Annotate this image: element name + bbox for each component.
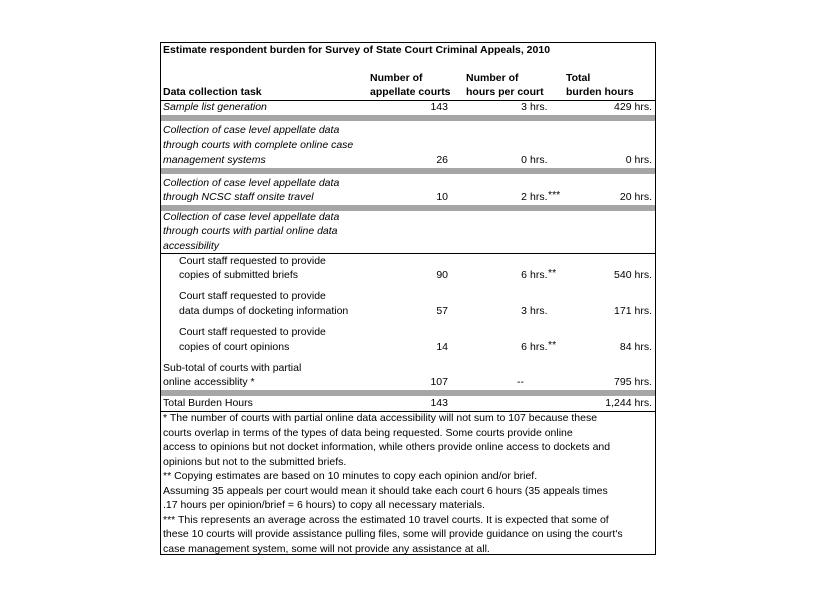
courts-value: 57 (436, 305, 448, 317)
task-label-line1: Collection of case level appellate data (163, 124, 340, 136)
footnote-line: case management system, some will not provide any assistance at all. (163, 542, 490, 555)
task-label-line2: through courts with complete online case (163, 139, 354, 151)
footnote-line: * The number of courts with partial online data accessibility will not sum to 107 because these (163, 412, 598, 424)
table-title: Estimate respondent burden for Survey of State Court Criminal Appeals, 2010 (163, 44, 551, 56)
hours-value: 6 (521, 341, 527, 353)
total-value: 84 hrs. (619, 341, 652, 353)
footnote-line: courts overlap in terms of the types of data being requested. Some courts provide online (163, 426, 573, 439)
grand-total-label: Total Burden Hours (163, 397, 253, 409)
task-label-line1: Court staff requested to provide (179, 290, 326, 302)
header-total-line1: Total (566, 72, 591, 84)
header-courts-line1: Number of (370, 72, 423, 84)
task-label-line2: data dumps of docketing information (179, 305, 349, 317)
footnote-line: .17 hours per opinion/brief = 6 hours) to copy all necessary materials. (163, 499, 485, 511)
footnote-line: these 10 courts will provide assistance pulling files, some will provide guidance on using the court's (163, 528, 623, 540)
header-total-line2: burden hours (566, 86, 634, 98)
subtotal-label-line2: online accessiblity * (163, 376, 255, 388)
header-hours-line2: hours per court (466, 86, 544, 98)
header-courts-line2: appellate courts (370, 86, 451, 98)
header-task: Data collection task (163, 86, 262, 98)
total-value: 795 hrs. (614, 376, 652, 388)
hours-unit: hrs. (530, 341, 548, 353)
separator-bar (161, 168, 655, 174)
header-hours-line1: Number of (466, 72, 519, 84)
task-label: Sample list generation (163, 101, 267, 113)
task-label-line3: management systems (163, 154, 266, 166)
hours-value: 3 (521, 305, 527, 317)
total-value: 20 hrs. (619, 191, 652, 203)
separator-bar (161, 115, 655, 121)
footnote-marker: ** (548, 339, 557, 351)
footnote-line: access to opinions but not docket information, while others provide online access to dockets and (163, 441, 611, 453)
burden-estimate-table (160, 42, 656, 555)
footnote-line: *** This represents an average across the estimated 10 travel courts. It is expected that some of (163, 513, 609, 526)
total-value: 429 hrs. (614, 101, 652, 113)
courts-value: 10 (436, 191, 448, 203)
total-value: 540 hrs. (614, 269, 652, 281)
courts-value: 14 (436, 341, 448, 353)
footnote-marker: *** (548, 189, 561, 201)
total-value: 171 hrs. (614, 305, 652, 317)
task-label-line1: Court staff requested to provide (179, 326, 326, 338)
courts-value: 143 (430, 397, 448, 409)
task-label-line2: copies of submitted briefs (179, 269, 299, 281)
courts-value: 107 (430, 376, 448, 388)
hours-value: 0 (521, 154, 527, 166)
hours-value: 3 (521, 101, 527, 113)
total-value: 1,244 hrs. (605, 397, 652, 409)
hours-value: -- (517, 376, 524, 388)
task-label-line3: accessibility (163, 240, 220, 252)
footnote-line: opinions but not to the submitted briefs. (163, 455, 347, 468)
task-label-line1: Court staff requested to provide (179, 255, 326, 267)
task-label-line1: Collection of case level appellate data (163, 211, 340, 223)
hours-unit: hrs. (530, 269, 548, 281)
courts-value: 26 (436, 154, 448, 166)
hours-unit: hrs. (530, 154, 548, 166)
footnote-line: Assuming 35 appeals per court would mean it should take each court 6 hours (35 appeals times (163, 484, 608, 497)
hours-value: 6 (521, 269, 527, 281)
task-label-line1: Collection of case level appellate data (163, 177, 340, 189)
hours-unit: hrs. (530, 191, 548, 203)
hours-unit: hrs. (530, 305, 548, 317)
footnote-marker: ** (548, 267, 557, 279)
footnote-line: ** Copying estimates are based on 10 minutes to copy each opinion and/or brief. (163, 470, 538, 482)
subtotal-label-line1: Sub-total of courts with partial (163, 362, 302, 374)
total-value: 0 hrs. (625, 154, 652, 166)
courts-value: 90 (436, 269, 448, 281)
courts-value: 143 (430, 101, 448, 113)
task-label-line2: copies of court opinions (179, 341, 290, 353)
task-label-line2: through NCSC staff onsite travel (163, 191, 314, 203)
hours-unit: hrs. (530, 101, 548, 113)
hours-value: 2 (521, 191, 527, 203)
task-label-line2: through courts with partial online data (163, 225, 338, 237)
